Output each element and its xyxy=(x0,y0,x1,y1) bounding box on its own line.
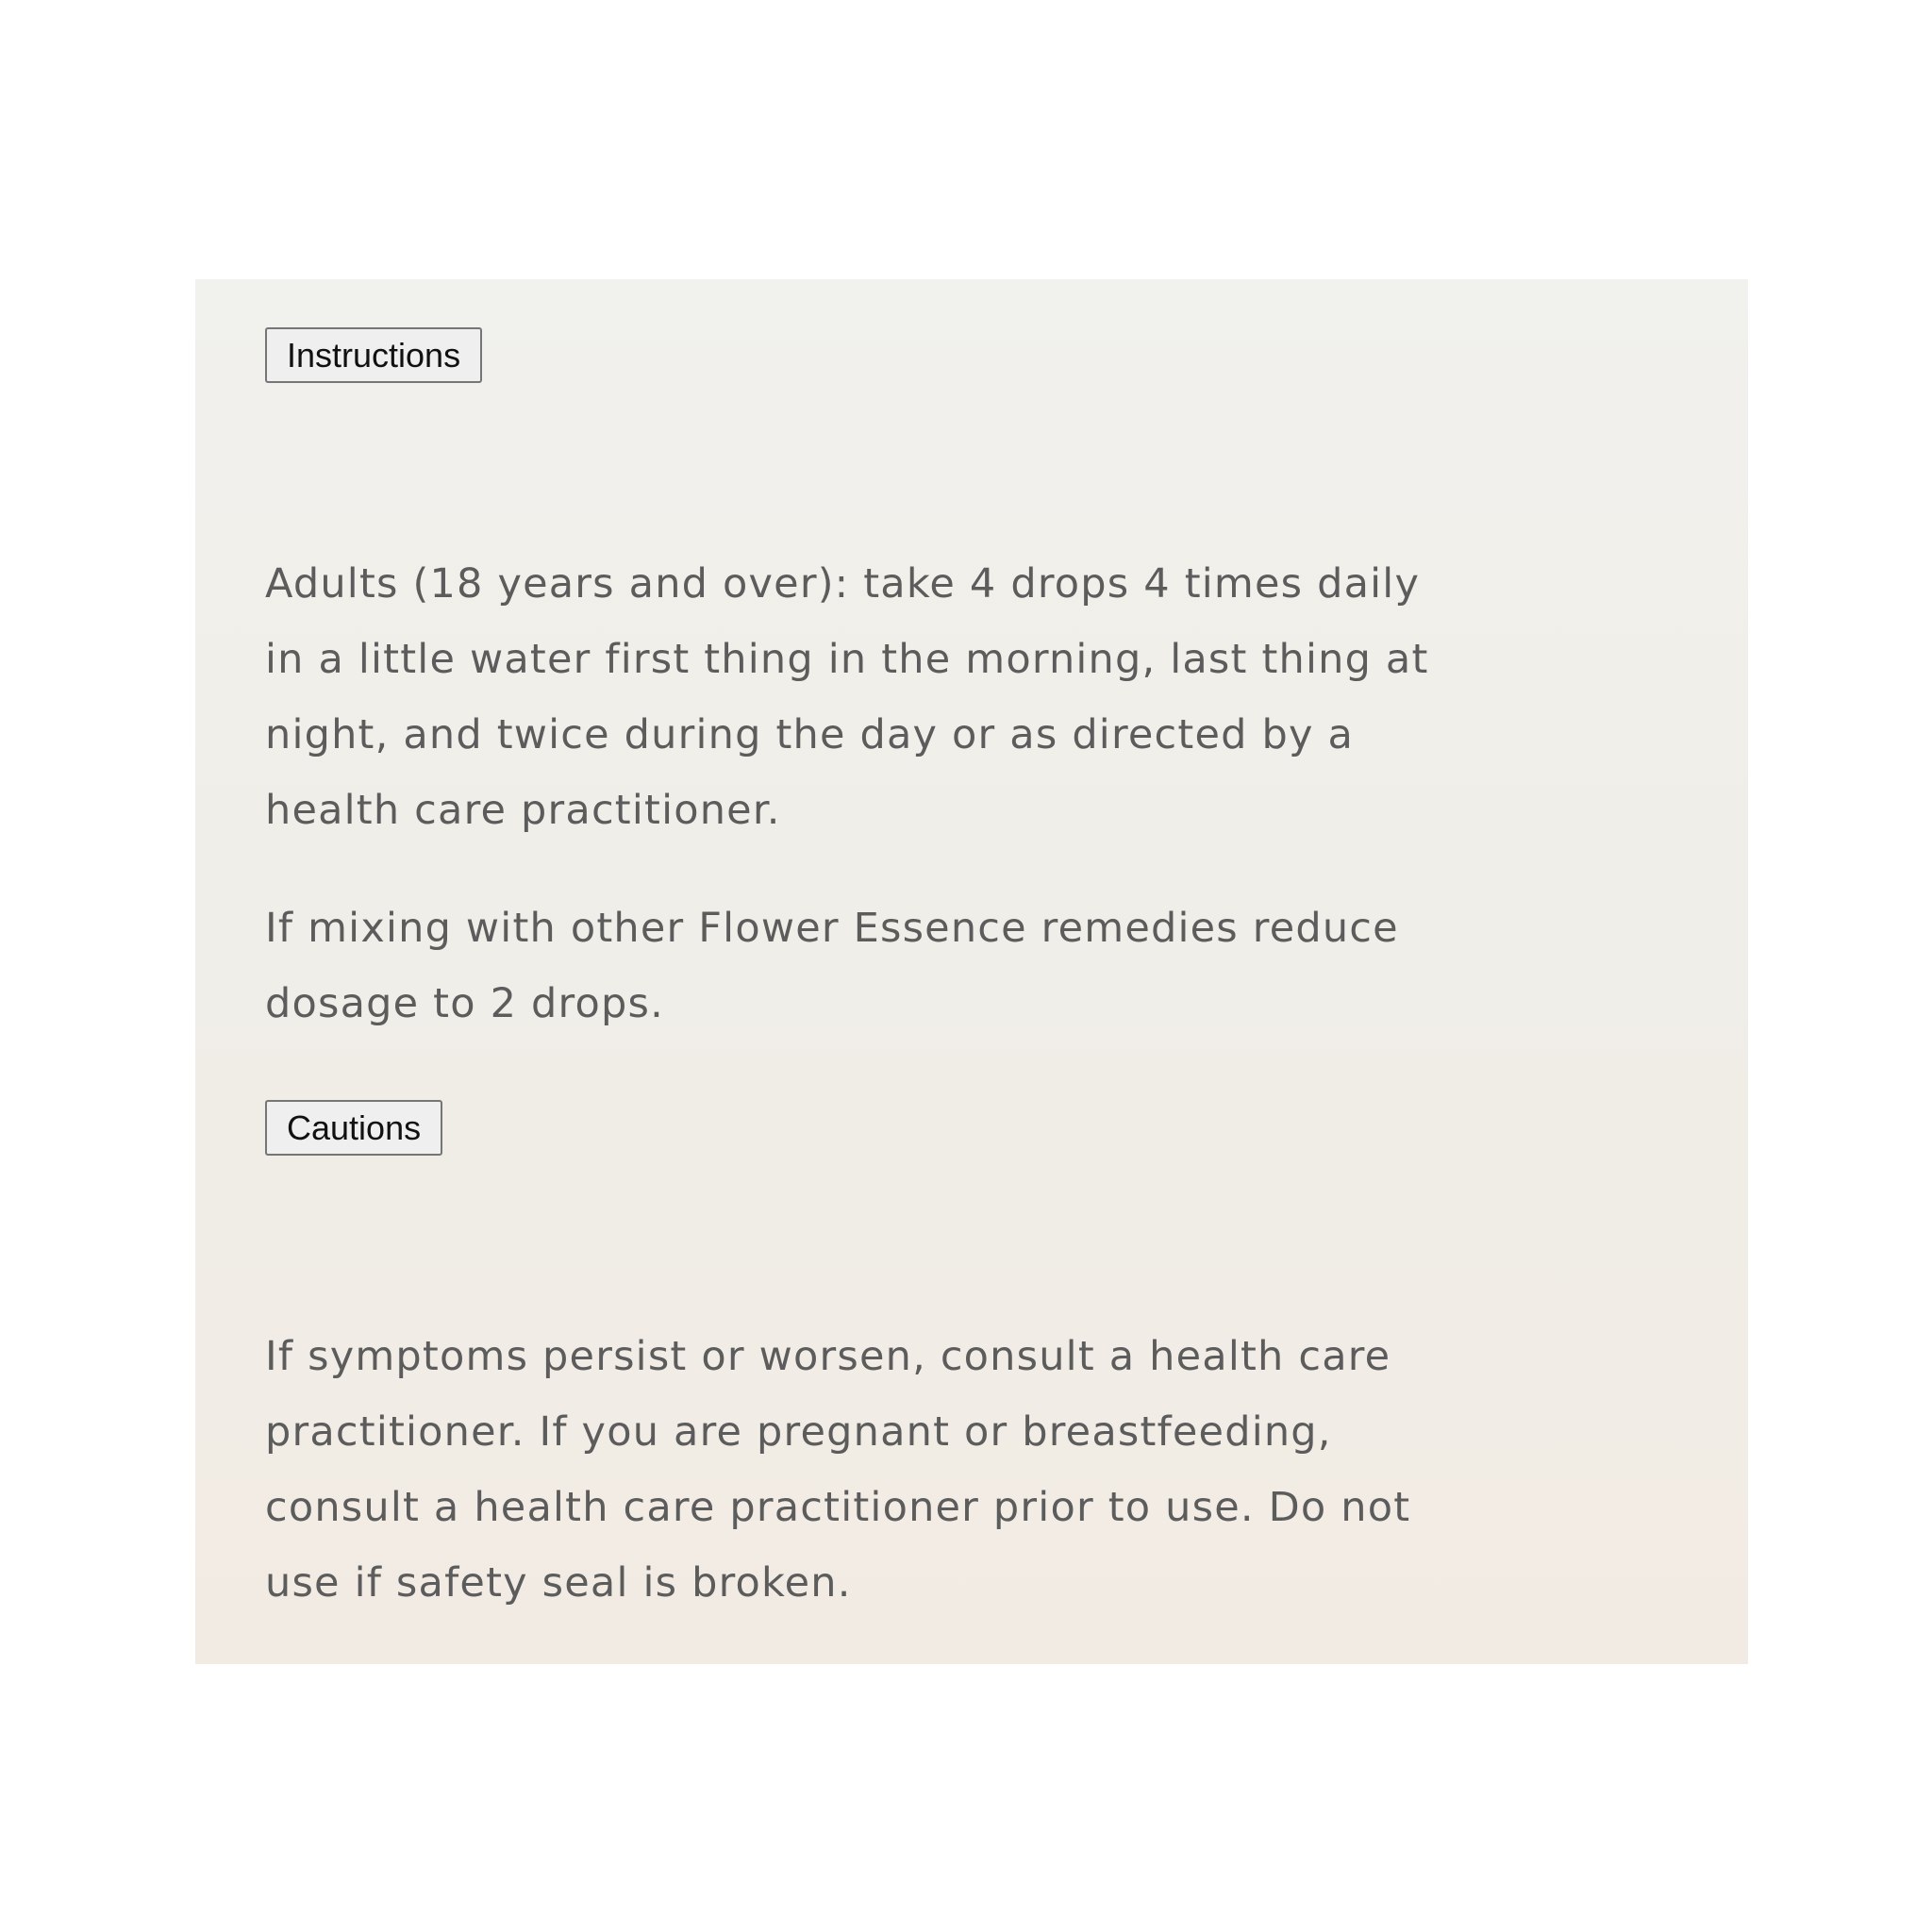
instructions-dosage-text: Adults (18 years and over): take 4 drops 4 times daily in a little water first thing in the morning, last thing at night, and twice during the day or as directed by a health care practitioner. xyxy=(265,560,1429,834)
instructions-mixing-text: If mixing with other Flower Essence remedies reduce dosage to 2 drops. xyxy=(265,905,1399,1027)
cautions-button[interactable]: Cautions xyxy=(265,1100,442,1156)
cautions-text: If symptoms persist or worsen, consult a health care practitioner. If you are pregnant or breastfeeding, consult a health care practitioner prior to use. Do not use if safety seal is broken. xyxy=(265,1333,1411,1607)
instructions-button[interactable]: Instructions xyxy=(265,327,482,383)
product-info-panel xyxy=(195,279,1748,1664)
